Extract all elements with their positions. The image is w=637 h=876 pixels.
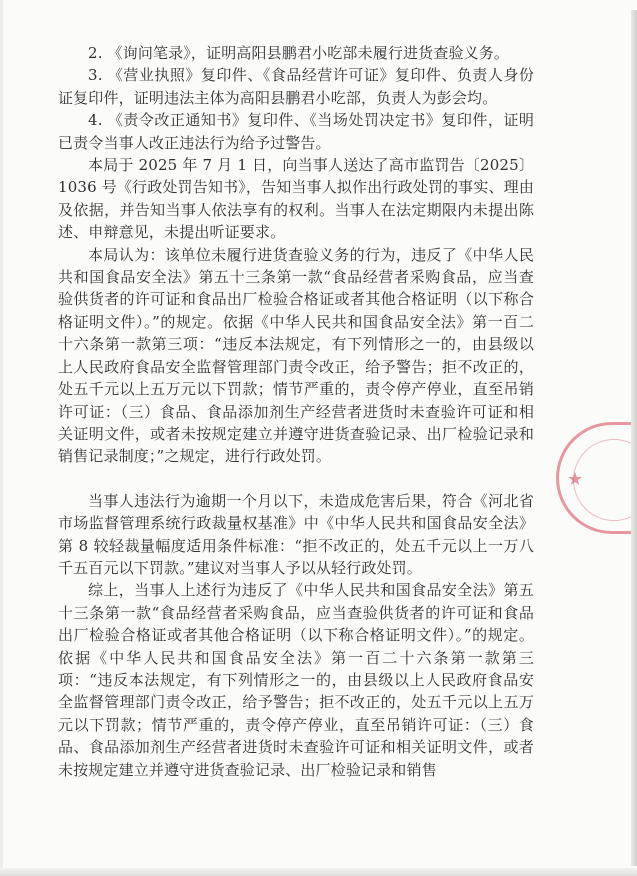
page-bottom-edge (0, 868, 637, 876)
page-right-edge (631, 10, 637, 866)
evidence-item-4: 4. 《责令改正通知书》复印件、《当场处罚决定书》复印件，证明已责令当事人改正违法行为给予过警告。 (58, 111, 534, 152)
ruling-paragraph: 本局认为：该单位未履行进货查验义务的行为，违反了《中华人民共和国食品安全法》第五十三条第一款“食品经营者采购食品，应当查验供货者的许可证和食品出厂检验合格证或者其他合格证明（以下称合格证明文件）。”的规定。依据《中华人民共和国食品安全法》第一百二十六条第一款第三项：“违反本法规定，有下列情形之一的，由县级以上人民政府食品安全监督管理部门责令改正，给予警告；拒不改正的，处五千元以上五万元以下罚款；情节严重的，责令停产停业，直至吊销许可证：（三）食品、食品添加剂生产经营者进货时未查验许可证和相关证明文件，或者未按规定建立并遵守进货查验记录、出厂检验记录和销售记录制度；”之规定，进行行政处罚。 (58, 245, 534, 466)
paragraph-gap (58, 468, 534, 490)
official-seal-stamp (556, 422, 634, 534)
document-body (58, 42, 534, 781)
evidence-item-2: 2. 《询问笔录》，证明高阳县鹏君小吃部未履行进货查验义务。 (88, 44, 510, 62)
notice-paragraph: 本局于 2025 年 7 月 1 日，向当事人送达了高市监罚告〔2025〕1036 号《行政处罚告知书》，告知当事人拟作出行政处罚的事实、理由及依据，并告知当事人依法享有的权利。当事人在法定期限内未提出陈述、申辩意见，未提出听证要求。 (58, 156, 534, 242)
conclusion-paragraph: 综上，当事人上述行为违反了《中华人民共和国食品安全法》第五十三条第一款“食品经营者采购食品，应当查验供货者的许可证和食品出厂检验合格证或者其他合格证明（以下称合格证明文件）。”的规定。依据《中华人民共和国食品安全法》第一百二十六条第一款第三项：“违反本法规定，有下列情形之一的，由县级以上人民政府食品安全监督管理部门责令改正，给予警告；拒不改正的，处五千元以上五万元以下罚款；情节严重的，责令停产停业，直至吊销许可证：（三）食品、食品添加剂生产经营者进货时未查验许可证和相关证明文件，或者未按规定建立并遵守进货查验记录、出厂检验记录和销售 (58, 581, 534, 779)
discretion-paragraph: 当事人违法行为逾期一个月以下，未造成危害后果，符合《河北省市场监督管理系统行政裁量权基准》中《中华人民共和国食品安全法》第 8 较轻裁量幅度适用条件标准：“拒不改正的，处五千元以上一万八千五百元以下罚款。”建议对当事人予以从轻行政处罚。 (58, 491, 534, 577)
evidence-item-3: 3. 《营业执照》复印件、《食品经营许可证》复印件、负责人身份证复印件，证明违法主体为高阳县鹏君小吃部，负责人为彭会均。 (58, 66, 534, 107)
seal-star-icon: ★ (567, 469, 584, 490)
page-left-edge (0, 0, 3, 876)
